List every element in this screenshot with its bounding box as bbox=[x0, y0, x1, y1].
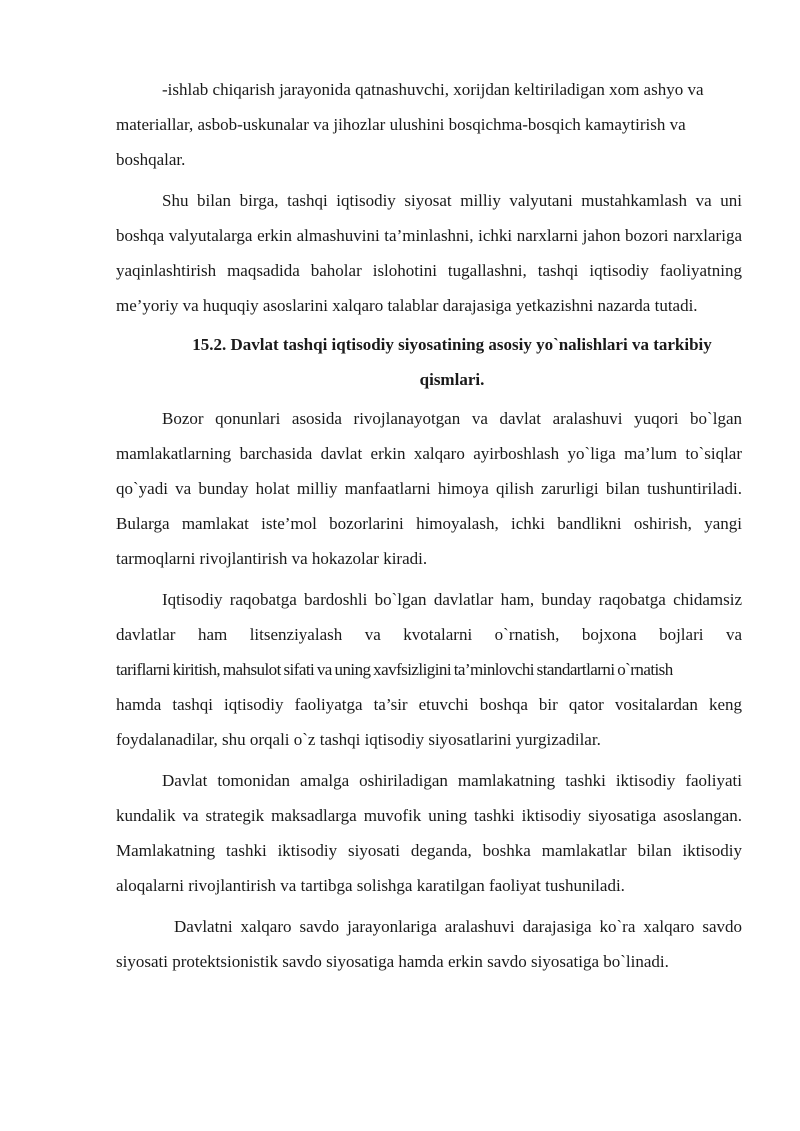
document-page bbox=[116, 72, 742, 979]
paragraph-5: Davlat tomonidan amalga oshiriladigan mamlakatning tashki iktisodiy faoliyati kundalik va strategik maksadlarga muvofik uning tashki iktisodiy siyosatiga asoslangan. Mamlakatning tashki iktisodiy siyosati deganda, boshka mamlakatlar bilan iktisodiy aloqalarni rivojlantirish va tartibga solishga karatilgan faoliyat tushuniladi. bbox=[116, 771, 742, 895]
paragraph-6: Davlatni xalqaro savdo jarayonlariga aralashuvi darajasiga ko`ra xalqaro savdo siyosati protektsionistik savdo siyosatiga hamda erkin savdo siyosatiga bo`linadi. bbox=[116, 917, 742, 971]
paragraph-3: Bozor qonunlari asosida rivojlanayotgan va davlat aralashuvi yuqori bo`lgan mamlakatlarning barchasida davlat erkin xalqaro ayirboshlash yo`liga ma’lum to`siqlar qo`yadi va bunday holat milliy manfaatlarni himoya qilish zarurligi bilan tushuntiriladi. Bularga mamlakat iste’mol bozorlarini himoyalash, ichki bandlikni oshirish, yangi tarmoqlarni rivojlantirish va hokazolar kiradi. bbox=[116, 409, 742, 568]
paragraph-4 bbox=[116, 582, 742, 757]
paragraph-1: -ishlab chiqarish jarayonida qatnashuvchi, xorijdan keltiriladigan xom ashyo va materiallar, asbob-uskunalar va jihozlar ulushini bosqichma-bosqich kamaytirish va boshqalar. bbox=[116, 80, 704, 169]
paragraph-4-part-a: Iqtisodiy raqobatga bardoshli bo`lgan davlatlar ham, bunday raqobatga chidamsiz davlatlar ham litsenziyalash va kvotalarni o`rnatish, bojxona bojlari va bbox=[116, 590, 742, 644]
paragraph-4-part-c: hamda tashqi iqtisodiy faoliyatga ta’sir etuvchi boshqa bir qator vositalardan keng foydalanadilar, shu orqali o`z tashqi iqtisodiy siyosatlarini yurgizadilar. bbox=[116, 695, 742, 749]
section-heading: 15.2. Davlat tashqi iqtisodiy siyosatining asosiy yo`nalishlari va tarkibiy qismlari. bbox=[192, 335, 712, 389]
paragraph-4-part-b: tariflarni kiritish, mahsulot sifati va uning xavfsizligini ta’minlovchi standartlarni o`rnatish bbox=[116, 660, 673, 679]
paragraph-2: Shu bilan birga, tashqi iqtisodiy siyosat milliy valyutani mustahkamlash va uni boshqa valyutalarga erkin almashuvini ta’minlashni, ichki narxlarni jahon bozori narxlariga yaqinlashtirish maqsadida baholar islohotini tugallashni, tashqi iqtisodiy faoliyatning me’yoriy va huquqiy asoslarini xalqaro talablar darajasiga yetkazishni nazarda tutadi. bbox=[116, 191, 742, 315]
